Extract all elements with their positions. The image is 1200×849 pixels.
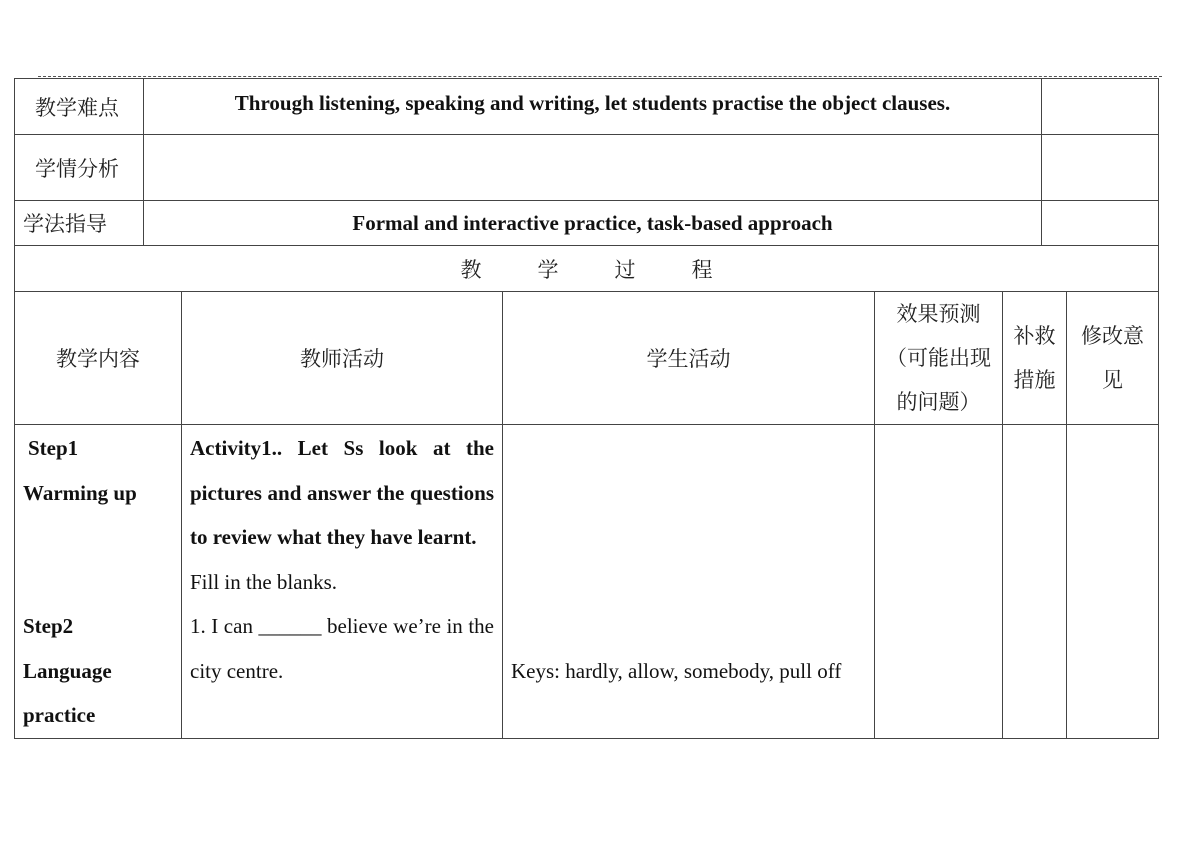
process-title-char: 过	[614, 257, 636, 282]
analysis-text	[144, 135, 1042, 201]
process-title	[15, 246, 1159, 292]
step2-label: Step2	[23, 614, 74, 638]
step2-name-line2: practice	[23, 703, 96, 727]
difficulty-text: Through listening, speaking and writing, let students practise the object clauses.	[144, 79, 1042, 135]
process-title-char: 程	[691, 257, 713, 282]
fill-blanks-title: Fill in the blanks.	[190, 569, 337, 594]
method-text: Formal and interactive practice, task-based approach	[144, 201, 1042, 246]
analysis-empty-cell	[1042, 135, 1159, 201]
step-spacer	[23, 515, 181, 604]
sentence1-text: 1. I can ______ believe we’re in the city centre.	[190, 614, 494, 683]
step2-name-line1: Language	[23, 658, 112, 683]
revise-cell	[1067, 425, 1159, 739]
header-table	[14, 78, 1159, 246]
effect-cell	[875, 425, 1003, 739]
student-spacer	[511, 425, 866, 649]
steps-row	[15, 425, 1159, 739]
step-content-cell	[15, 425, 182, 739]
col-student-header: 学生活动	[503, 292, 875, 425]
column-header-row	[15, 292, 1159, 425]
analysis-row	[15, 135, 1159, 201]
difficulty-row	[15, 79, 1159, 135]
difficulty-label: 教学难点	[15, 79, 144, 135]
process-title-char: 教	[460, 257, 482, 282]
teacher-activity-cell	[182, 425, 503, 739]
method-label: 学法指导	[15, 201, 144, 246]
col-content-header: 教学内容	[15, 292, 182, 425]
method-row	[15, 201, 1159, 246]
student-activity-cell	[503, 425, 875, 739]
difficulty-empty-cell	[1042, 79, 1159, 135]
top-rule	[38, 76, 1162, 77]
col-teacher-header: 教师活动	[182, 292, 503, 425]
process-title-char: 学	[537, 257, 559, 282]
activity1-text: Activity1.. Let Ss look at the pictures and answer the questions to review what they have learnt.	[190, 436, 494, 549]
process-table	[14, 245, 1159, 739]
col-remedy-header: 补救措施	[1003, 292, 1067, 425]
col-revise-header: 修改意见	[1067, 292, 1159, 425]
col-effect-header: 效果预测（可能出现的问题）	[875, 292, 1003, 425]
step1-label: Step1	[28, 436, 79, 460]
analysis-label: 学情分析	[15, 135, 144, 201]
remedy-cell	[1003, 425, 1067, 739]
step1-name: Warming up	[23, 480, 137, 505]
method-empty-cell	[1042, 201, 1159, 246]
process-title-row	[15, 246, 1159, 292]
keys-text: Keys: hardly, allow, somebody, pull off	[511, 659, 842, 683]
